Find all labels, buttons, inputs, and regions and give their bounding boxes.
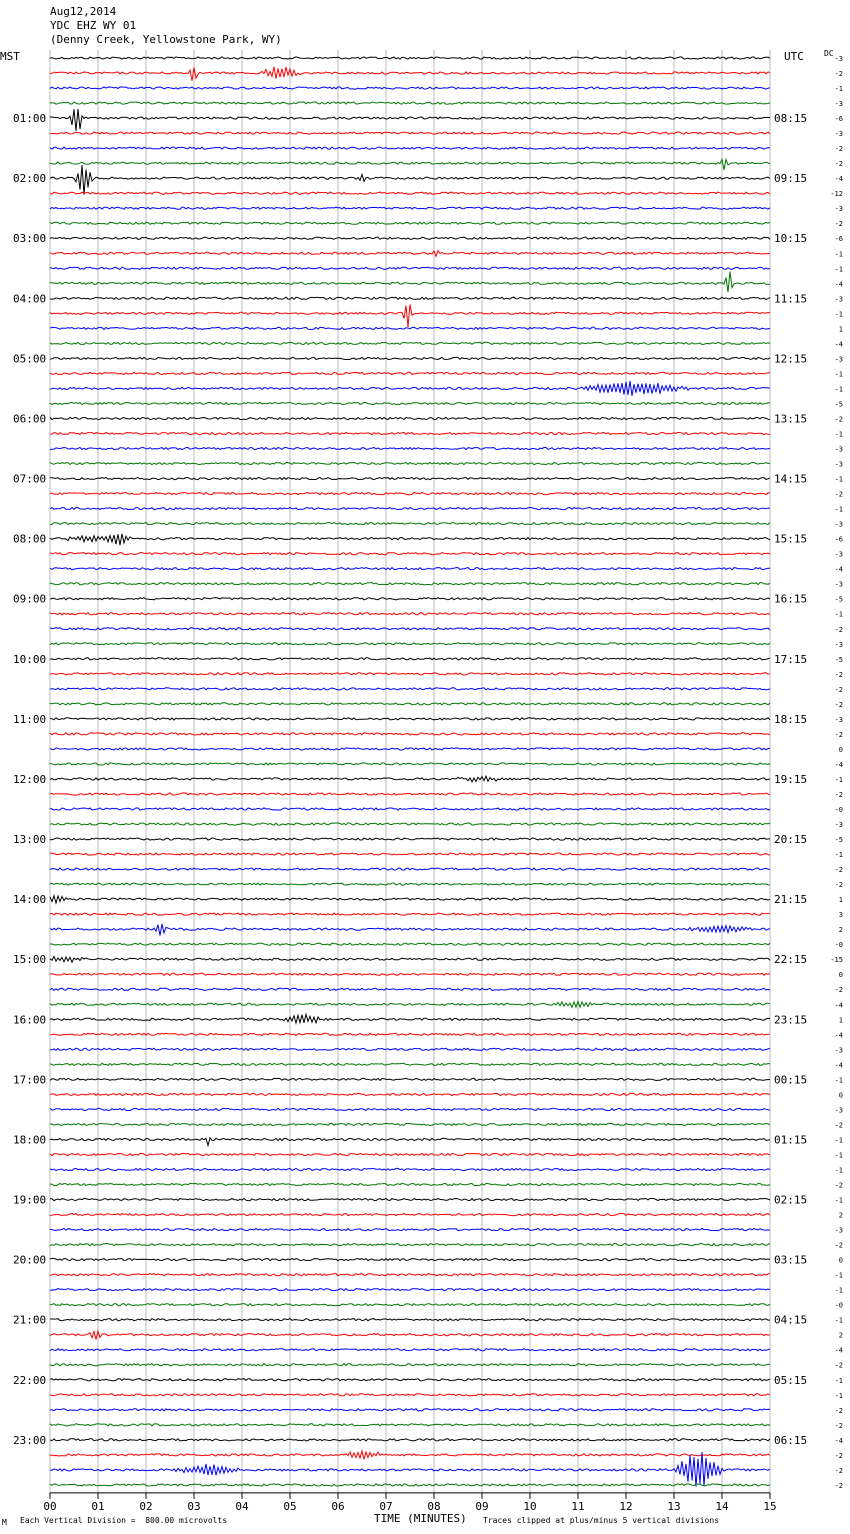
trace-line	[50, 305, 770, 327]
left-hour-label: 19:00	[13, 1193, 47, 1207]
dc-offset-label: -2	[834, 220, 843, 229]
trace-line	[50, 613, 770, 615]
trace-line	[50, 1379, 770, 1381]
trace-line	[50, 1364, 770, 1366]
trace-line	[50, 1319, 770, 1321]
dc-offset-label: -3	[834, 1046, 843, 1055]
trace-line	[50, 823, 770, 825]
left-timezone-label: MST	[0, 50, 20, 63]
x-tick-label: 14	[715, 1499, 729, 1513]
dc-offset-label: -2	[834, 700, 843, 709]
trace-line	[50, 327, 770, 329]
dc-offset-label: -2	[834, 986, 843, 995]
trace-line	[50, 251, 770, 257]
dc-offset-label: 0	[838, 1256, 843, 1265]
right-hour-label: 15:15	[774, 532, 808, 546]
dc-header-label: DC	[824, 49, 834, 58]
dc-offset-label: 2	[838, 926, 843, 935]
x-tick-label: 02	[139, 1499, 153, 1513]
dc-offset-label: -12	[830, 190, 843, 199]
trace-line	[50, 432, 770, 434]
x-tick-label: 06	[331, 1499, 345, 1513]
trace-line	[50, 673, 770, 675]
right-hour-label: 11:15	[774, 292, 808, 306]
trace-line	[50, 793, 770, 795]
trace-line	[50, 943, 770, 945]
trace-line	[50, 838, 770, 840]
x-tick-label: 04	[235, 1499, 249, 1513]
dc-offset-label: -3	[834, 100, 843, 109]
dc-offset-label: -0	[834, 1301, 843, 1310]
right-hour-label: 00:15	[774, 1073, 808, 1087]
right-hour-label: 09:15	[774, 172, 808, 186]
trace-line	[50, 159, 770, 170]
right-hour-label: 21:15	[774, 893, 808, 907]
trace-line	[50, 357, 770, 359]
dc-offset-label: -1	[834, 851, 843, 860]
right-hour-label: 04:15	[774, 1313, 808, 1327]
trace-line	[50, 237, 770, 239]
dc-offset-label: -2	[834, 490, 843, 499]
dc-offset-label: -5	[834, 400, 843, 409]
dc-offset-label: -3	[834, 715, 843, 724]
dc-offset-label: -1	[834, 1136, 843, 1145]
left-hour-label: 03:00	[13, 232, 47, 246]
dc-offset-label: -3	[834, 55, 843, 63]
dc-offset-label: -15	[830, 956, 843, 965]
trace-line	[50, 1452, 770, 1487]
right-hour-label: 19:15	[774, 772, 808, 786]
dc-offset-label: -2	[834, 1241, 843, 1250]
dc-offset-label: -4	[834, 760, 843, 769]
left-hour-label: 22:00	[13, 1373, 47, 1387]
trace-line	[50, 1331, 770, 1340]
trace-line	[50, 1198, 770, 1200]
right-hour-label: 08:15	[774, 112, 808, 126]
left-hour-label: 09:00	[13, 592, 47, 606]
clip-note: Traces clipped at plus/minus 5 vertical divisions	[483, 1516, 720, 1525]
dc-offset-label: -1	[834, 1166, 843, 1175]
dc-offset-label: -3	[834, 205, 843, 214]
trace-line	[50, 147, 770, 149]
right-hour-label: 22:15	[774, 953, 808, 967]
dc-offset-label: -2	[834, 790, 843, 799]
right-hour-label: 03:15	[774, 1253, 808, 1267]
dc-offset-label: 2	[838, 1211, 843, 1220]
right-hour-label: 23:15	[774, 1013, 808, 1027]
dc-offset-label: 1	[838, 896, 843, 905]
dc-offset-label: -6	[834, 535, 843, 544]
left-hour-label: 15:00	[13, 953, 47, 967]
trace-line	[50, 1304, 770, 1306]
dc-offset-label: -3	[834, 640, 843, 649]
trace-line	[50, 598, 770, 600]
trace-line	[50, 853, 770, 855]
trace-line	[50, 165, 770, 195]
dc-offset-label: -1	[834, 1286, 843, 1295]
trace-line	[50, 1168, 770, 1170]
right-hour-label: 01:15	[774, 1133, 808, 1147]
left-hour-label: 17:00	[13, 1073, 47, 1087]
trace-line	[50, 493, 770, 495]
left-hour-label: 18:00	[13, 1133, 47, 1147]
trace-line	[50, 733, 770, 735]
trace-line	[50, 1274, 770, 1276]
trace-line	[50, 763, 770, 765]
dc-offset-label: -6	[834, 115, 843, 124]
dc-offset-label: -3	[834, 445, 843, 454]
trace-line	[50, 924, 770, 936]
x-axis-title: TIME (MINUTES)	[374, 1512, 467, 1525]
trace-line	[50, 1484, 770, 1486]
left-hour-label: 10:00	[13, 652, 47, 666]
trace-line	[50, 748, 770, 750]
right-timezone-label: UTC	[784, 50, 804, 63]
dc-offset-label: -3	[834, 1226, 843, 1235]
trace-line	[50, 1259, 770, 1261]
dc-offset-label: -2	[834, 1361, 843, 1370]
trace-line	[50, 109, 770, 131]
dc-offset-label: -4	[834, 175, 843, 184]
trace-line	[50, 718, 770, 720]
left-hour-label: 12:00	[13, 772, 47, 786]
right-hour-label: 12:15	[774, 352, 808, 366]
trace-line	[50, 1063, 770, 1065]
trace-line	[50, 381, 770, 396]
dc-offset-label: -2	[834, 866, 843, 875]
dc-offset-label: -1	[834, 385, 843, 394]
trace-line	[50, 372, 770, 374]
location-label: (Denny Creek, Yellowstone Park, WY)	[50, 33, 282, 46]
dc-offset-label: -2	[834, 145, 843, 154]
dc-offset-label: 1	[838, 1016, 843, 1025]
trace-line	[50, 1183, 770, 1185]
dc-offset-label: -3	[834, 821, 843, 830]
trace-line	[50, 192, 770, 194]
dc-offset-label: -2	[834, 730, 843, 739]
trace-line	[50, 207, 770, 209]
left-hour-label: 11:00	[13, 712, 47, 726]
dc-offset-label: -4	[834, 1436, 843, 1445]
dc-offset-label: -1	[834, 475, 843, 484]
dc-offset-label: -2	[834, 1406, 843, 1415]
dc-offset-label: -1	[834, 85, 843, 94]
trace-line	[50, 402, 770, 404]
trace-line	[50, 568, 770, 570]
trace-line	[50, 1014, 770, 1023]
dc-offset-label: -1	[834, 310, 843, 319]
dc-offset-label: -3	[834, 130, 843, 139]
dc-offset-label: -2	[834, 1451, 843, 1460]
right-hour-label: 17:15	[774, 652, 808, 666]
x-tick-label: 07	[379, 1499, 393, 1513]
trace-line	[50, 67, 770, 81]
dc-offset-label: -2	[834, 685, 843, 694]
dc-offset-label: -1	[834, 430, 843, 439]
dc-offset-label: -4	[834, 1061, 843, 1070]
trace-line	[50, 1409, 770, 1411]
dc-offset-label: -1	[834, 610, 843, 619]
dc-offset-label: -2	[834, 160, 843, 169]
dc-offset-label: -0	[834, 941, 843, 950]
right-hour-label: 06:15	[774, 1433, 808, 1447]
trace-line	[50, 1138, 770, 1146]
right-hour-label: 02:15	[774, 1193, 808, 1207]
trace-line	[50, 57, 770, 59]
dc-offset-label: -1	[834, 505, 843, 514]
trace-line	[50, 534, 770, 545]
trace-line	[50, 462, 770, 464]
dc-offset-label: -2	[834, 1181, 843, 1190]
dc-offset-label: 2	[838, 1331, 843, 1340]
trace-line	[50, 1033, 770, 1035]
trace-line	[50, 272, 770, 293]
dc-offset-label: -2	[834, 70, 843, 79]
dc-offset-label: -4	[834, 1346, 843, 1355]
dc-offset-label: -2	[834, 1421, 843, 1430]
x-tick-label: 01	[91, 1499, 105, 1513]
trace-line	[50, 703, 770, 705]
trace-line	[50, 132, 770, 134]
trace-line	[50, 1439, 770, 1441]
dc-offset-label: -3	[834, 355, 843, 364]
trace-line	[50, 553, 770, 555]
trace-line	[50, 222, 770, 224]
trace-line	[50, 478, 770, 480]
trace-line	[50, 447, 770, 449]
dc-offset-label: -1	[834, 1076, 843, 1085]
trace-line	[50, 1289, 770, 1291]
left-hour-label: 20:00	[13, 1253, 47, 1267]
left-hour-label: 14:00	[13, 893, 47, 907]
trace-line	[50, 688, 770, 690]
left-hour-label: 02:00	[13, 172, 47, 186]
dc-offset-label: -5	[834, 595, 843, 604]
trace-line	[50, 1213, 770, 1215]
trace-line	[50, 658, 770, 660]
trace-line	[50, 297, 770, 299]
trace-line	[50, 1153, 770, 1155]
dc-offset-label: -4	[834, 1001, 843, 1010]
right-hour-label: 13:15	[774, 412, 808, 426]
dc-offset-label: -2	[834, 881, 843, 890]
trace-line	[50, 896, 770, 903]
trace-line	[50, 1394, 770, 1396]
left-hour-label: 08:00	[13, 532, 47, 546]
trace-line	[50, 913, 770, 915]
trace-line	[50, 628, 770, 630]
x-tick-label: 08	[427, 1499, 441, 1513]
trace-line	[50, 508, 770, 510]
left-hour-label: 23:00	[13, 1433, 47, 1447]
left-hour-label: 13:00	[13, 833, 47, 847]
dc-offset-label: -2	[834, 670, 843, 679]
dc-offset-label: -1	[834, 1391, 843, 1400]
trace-line	[50, 883, 770, 885]
trace-line	[50, 808, 770, 810]
trace-line	[50, 1349, 770, 1351]
left-hour-label: 07:00	[13, 472, 47, 486]
trace-line	[50, 973, 770, 975]
x-tick-label: 10	[523, 1499, 537, 1513]
dc-offset-label: -1	[834, 1151, 843, 1160]
dc-offset-label: -4	[834, 280, 843, 289]
trace-line	[50, 1048, 770, 1050]
dc-offset-label: -1	[834, 265, 843, 274]
x-tick-label: 00	[43, 1499, 57, 1513]
trace-line	[50, 1001, 770, 1007]
station-label: YDC EHZ WY 01	[50, 19, 137, 32]
trace-line	[50, 1451, 770, 1460]
dc-offset-label: -5	[834, 836, 843, 845]
x-tick-label: 15	[763, 1499, 777, 1513]
footer-left-mark: M	[2, 1518, 7, 1527]
dc-offset-label: -0	[834, 806, 843, 814]
dc-offset-label: -3	[834, 550, 843, 559]
dc-offset-label: 3	[838, 911, 843, 920]
dc-offset-label: -3	[834, 1106, 843, 1115]
dc-offset-label: -6	[834, 235, 843, 244]
trace-line	[50, 1229, 770, 1231]
dc-offset-label: 0	[838, 971, 843, 980]
trace-line	[50, 868, 770, 870]
trace-line	[50, 102, 770, 104]
dc-offset-label: -1	[834, 1271, 843, 1280]
dc-offset-label: -1	[834, 250, 843, 259]
dc-offset-label: -4	[834, 340, 843, 349]
dc-offset-label: -2	[834, 1481, 843, 1490]
left-hour-label: 05:00	[13, 352, 47, 366]
dc-offset-label: -1	[834, 1376, 843, 1385]
dc-offset-label: -3	[834, 580, 843, 589]
trace-line	[50, 1093, 770, 1095]
trace-line	[50, 267, 770, 269]
x-tick-label: 05	[283, 1499, 297, 1513]
dc-offset-label: -2	[834, 1466, 843, 1475]
trace-line	[50, 1078, 770, 1080]
left-hour-label: 01:00	[13, 112, 47, 126]
dc-offset-label: -2	[834, 1121, 843, 1130]
dc-offset-label: -2	[834, 415, 843, 424]
trace-line	[50, 1244, 770, 1246]
dc-offset-label: -1	[834, 370, 843, 379]
trace-line	[50, 417, 770, 419]
dc-offset-label: -2	[834, 625, 843, 634]
right-hour-label: 16:15	[774, 592, 808, 606]
x-tick-label: 03	[187, 1499, 201, 1513]
dc-offset-label: 0	[838, 745, 843, 754]
dc-offset-label: -3	[834, 295, 843, 304]
trace-line	[50, 988, 770, 990]
x-tick-label: 09	[475, 1499, 489, 1513]
dc-offset-label: -3	[834, 520, 843, 529]
right-hour-label: 18:15	[774, 712, 808, 726]
right-hour-label: 10:15	[774, 232, 808, 246]
right-hour-label: 20:15	[774, 833, 808, 847]
trace-line	[50, 776, 770, 782]
left-hour-label: 06:00	[13, 412, 47, 426]
left-hour-label: 16:00	[13, 1013, 47, 1027]
trace-line	[50, 956, 770, 962]
trace-line	[50, 1424, 770, 1426]
dc-offset-label: -5	[834, 655, 843, 664]
dc-offset-label: -4	[834, 1031, 843, 1040]
right-hour-label: 05:15	[774, 1373, 808, 1387]
dc-offset-label: -1	[834, 775, 843, 784]
trace-line	[50, 523, 770, 525]
dc-offset-label: -1	[834, 1196, 843, 1205]
trace-line	[50, 643, 770, 645]
trace-line	[50, 1123, 770, 1125]
scale-note: Each Vertical Division = 800.00 microvolts	[20, 1516, 228, 1525]
dc-offset-label: -4	[834, 565, 843, 574]
dc-offset-label: 1	[838, 325, 843, 334]
dc-offset-label: 0	[838, 1091, 843, 1100]
dc-offset-label: -1	[834, 1316, 843, 1325]
trace-line	[50, 583, 770, 585]
trace-line	[50, 342, 770, 344]
x-tick-label: 11	[571, 1499, 585, 1513]
right-hour-label: 14:15	[774, 472, 808, 486]
trace-line	[50, 1108, 770, 1110]
dc-offset-label: -3	[834, 460, 843, 469]
trace-line	[50, 87, 770, 89]
left-hour-label: 21:00	[13, 1313, 47, 1327]
date-label: Aug12,2014	[50, 5, 117, 18]
x-tick-label: 12	[619, 1499, 633, 1513]
x-tick-label: 13	[667, 1499, 681, 1513]
left-hour-label: 04:00	[13, 292, 47, 306]
